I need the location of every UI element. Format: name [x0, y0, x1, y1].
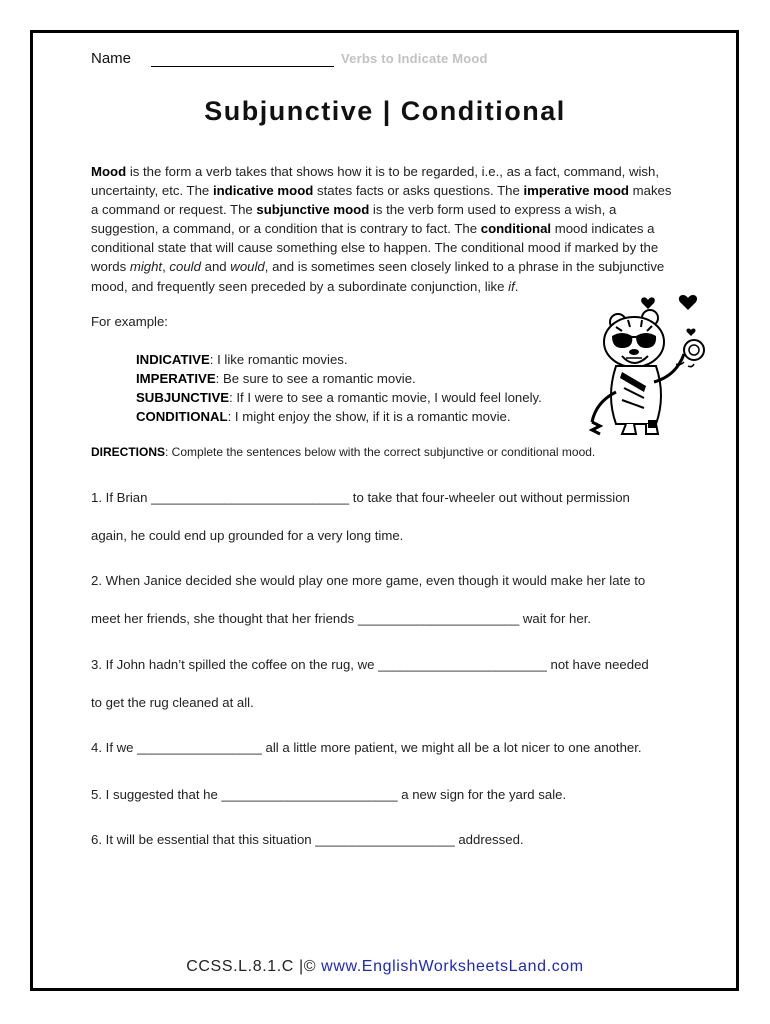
- example-text: : I might enjoy the show, if it is a romantic movie.: [227, 409, 511, 424]
- name-row: [91, 48, 334, 67]
- example-conditional: [136, 407, 542, 426]
- term-conditional: conditional: [480, 221, 552, 237]
- term-imperative: imperative mood: [523, 183, 629, 199]
- heart-icon: [641, 297, 655, 309]
- word-could: could: [169, 259, 201, 275]
- question-2-line-2[interactable]: meet her friends, she thought that her friends ______________________ wait for her.: [91, 611, 592, 626]
- intro-text: is the verb form used to express a wish, a suggestion, a command, or a condition that is contrary to fact. The: [91, 202, 617, 237]
- example-label: IMPERATIVE: [136, 371, 216, 386]
- intro-text: .: [514, 278, 519, 294]
- footer: [0, 958, 770, 976]
- example-imperative: [136, 369, 542, 388]
- directions-label: DIRECTIONS: [91, 445, 166, 459]
- example-text: : If I were to see a romantic movie, I would feel lonely.: [229, 390, 542, 405]
- word-might: might: [129, 259, 163, 275]
- examples-list: [136, 350, 542, 426]
- intro-text: , and is sometimes seen closely linked to a phrase in the subjunctive mood, and frequently seen preceded by a subordinate conjunction, like: [91, 259, 665, 294]
- term-mood: Mood: [91, 164, 127, 179]
- name-label: Name: [91, 50, 132, 67]
- example-text: : Be sure to see a romantic movie.: [215, 371, 416, 386]
- question-1-line-2: again, he could end up grounded for a very long time.: [91, 528, 404, 543]
- directions: [91, 445, 595, 459]
- question-1-line-1[interactable]: 1. If Brian ___________________________ to take that four-wheeler out without permission: [91, 490, 630, 505]
- example-label: SUBJUNCTIVE: [136, 390, 230, 405]
- intro-paragraph: [91, 162, 681, 296]
- question-3-line-2: to get the rug cleaned at all.: [91, 695, 254, 710]
- heart-icon: [686, 329, 695, 336]
- intro-text: mood indicates a conditional state that will cause something else to happen. The conditional mood if marked by the words: [91, 221, 659, 275]
- intro-text: is the form a verb takes that shows how it is to be regarded, i.e., as a fact, command, wish, uncertainty, etc. The: [91, 164, 660, 199]
- for-example-label: For example:: [91, 314, 168, 329]
- question-3-line-1[interactable]: 3. If John hadn’t spilled the coffee on the rug, we _______________________ not have needed: [91, 657, 649, 672]
- question-2-line-1: 2. When Janice decided she would play one more game, even though it would make her late to: [91, 573, 646, 588]
- question-4[interactable]: 4. If we _________________ all a little more patient, we might all be a lot nicer to one another.: [91, 740, 642, 755]
- example-indicative: [136, 350, 542, 369]
- intro-text: makes a command or request. The: [91, 183, 672, 218]
- directions-text: : Complete the sentences below with the correct subjunctive or conditional mood.: [165, 445, 596, 459]
- example-subjunctive: [136, 388, 542, 407]
- intro-text: ,: [162, 259, 170, 275]
- word-would: would: [230, 259, 265, 275]
- name-blank[interactable]: [151, 48, 334, 67]
- question-6[interactable]: 6. It will be essential that this situation ___________________ addressed.: [91, 832, 524, 847]
- term-subjunctive: subjunctive mood: [256, 202, 370, 218]
- intro-text: states facts or asks questions. The: [313, 183, 524, 199]
- intro-text: and: [200, 259, 231, 275]
- example-label: CONDITIONAL: [136, 409, 228, 424]
- heart-icon: [679, 295, 697, 310]
- page-title: Subjunctive | Conditional: [204, 96, 566, 126]
- topic-label: Verbs to Indicate Mood: [341, 51, 488, 66]
- term-indicative: indicative mood: [212, 183, 314, 199]
- question-5[interactable]: 5. I suggested that he ________________________ a new sign for the yard sale.: [91, 787, 567, 802]
- example-text: : I like romantic movies.: [209, 352, 348, 367]
- example-label: INDICATIVE: [136, 352, 210, 367]
- tiger-mascot-illustration: [578, 292, 728, 442]
- website-link[interactable]: www.EnglishWorksheetsLand.com: [321, 958, 584, 975]
- standard-code: CCSS.L.8.1.C |©: [186, 958, 322, 975]
- word-if: if: [508, 278, 515, 294]
